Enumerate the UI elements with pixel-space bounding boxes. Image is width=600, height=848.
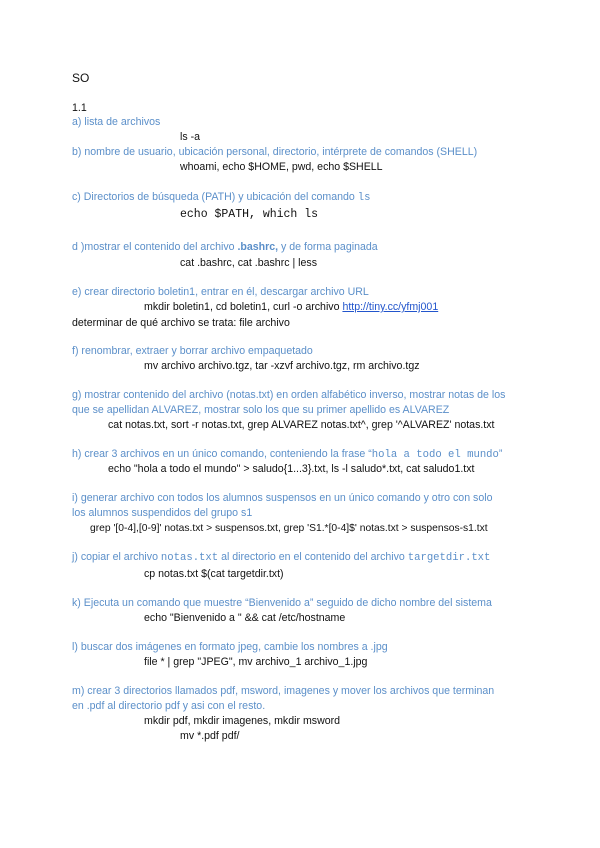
url-link[interactable]: http://tiny.cc/yfmj001: [342, 301, 439, 313]
question-i-line2: los alumnos suspendidos del grupo s1: [72, 507, 253, 519]
command-d: cat .bashrc, cat .bashrc | less: [180, 257, 317, 269]
command-l: file * | grep "JPEG", mv archivo_1 archivo_1.jpg: [144, 656, 368, 668]
command-m-line2: mv *.pdf pdf/: [180, 730, 240, 742]
command-h: echo "hola a todo el mundo" > saludo{1...3}.txt, ls -l saludo*.txt, cat saludo1.txt: [108, 463, 475, 475]
command-e-extra: determinar de qué archivo se trata: file archivo: [72, 317, 290, 329]
command-e-text: mkdir boletin1, cd boletin1, curl -o archivo: [144, 301, 343, 313]
question-c: [72, 191, 371, 205]
question-h-text: h) crear 3 archivos en un único comando, conteniendo la frase “: [72, 448, 372, 460]
question-f: f) renombrar, extraer y borrar archivo empaquetado: [72, 345, 313, 357]
question-j-text: j) copiar el archivo: [72, 551, 161, 563]
question-d-filename: .bashrc,: [237, 241, 279, 253]
command-g: cat notas.txt, sort -r notas.txt, grep ALVAREZ notas.txt^, grep '^ALVAREZ' notas.txt: [108, 419, 495, 431]
question-d-text: d )mostrar el contenido del archivo: [72, 241, 238, 253]
question-j-file1: notas.txt: [160, 552, 219, 564]
question-j-file2: targetdir.txt: [407, 552, 491, 564]
command-a: ls -a: [180, 131, 201, 143]
section-number: 1.1: [72, 102, 87, 114]
question-c-text: c) Directorios de búsqueda (PATH) y ubicación del comando: [72, 191, 358, 203]
question-j: [72, 551, 490, 565]
question-b: b) nombre de usuario, ubicación personal, directorio, intérprete de comandos (SHELL): [72, 146, 478, 158]
doc-title: SO: [72, 71, 90, 85]
command-i: grep '[0-4],[0-9]' notas.txt > suspensos.txt, grep 'S1.*[0-4]$' notas.txt > suspensos-s1.txt: [90, 523, 488, 534]
command-e: [144, 301, 438, 314]
question-k: k) Ejecuta un comando que muestre “Bienvenido a” seguido de dicho nombre del sistema: [72, 597, 492, 609]
question-i-line1: i) generar archivo con todos los alumnos suspensos en un único comando y otro con solo: [72, 492, 493, 504]
question-g-line1: g) mostrar contenido del archivo (notas.txt) en orden alfabético inverso, mostrar notas de los: [72, 389, 506, 401]
command-f: mv archivo archivo.tgz, tar -xzvf archivo.tgz, rm archivo.tgz: [144, 360, 420, 372]
command-m-line1: mkdir pdf, mkdir imagenes, mkdir msword: [144, 715, 341, 727]
question-g-line2: que se apellidan ALVAREZ, mostrar solo los que su primer apellido es ALVAREZ: [72, 404, 450, 416]
question-m-line1: m) crear 3 directorios llamados pdf, msword, imagenes y mover los archivos que terminan: [72, 685, 495, 697]
question-h-phrase: hola a todo el mundo: [371, 449, 499, 461]
command-k: echo "Bienvenido a " && cat /etc/hostname: [144, 612, 346, 624]
question-h-quote: ”: [498, 448, 503, 460]
question-j-text-mid: al directorio en el contenido del archivo: [218, 551, 408, 563]
question-m-line2: en .pdf al directorio pdf y asi con el resto.: [72, 700, 266, 712]
question-e: e) crear directorio boletin1, entrar en él, descargar archivo URL: [72, 286, 369, 298]
question-l: l) buscar dos imágenes en formato jpeg, cambie los nombres a .jpg: [72, 641, 388, 653]
question-d-text-end: y de forma paginada: [278, 241, 378, 253]
command-c: echo $PATH, which ls: [180, 208, 319, 221]
command-j: cp notas.txt $(cat targetdir.txt): [144, 568, 284, 580]
command-b: whoami, echo $HOME, pwd, echo $SHELL: [180, 161, 383, 173]
question-c-command: ls: [357, 192, 371, 204]
question-a: a) lista de archivos: [72, 116, 161, 128]
question-h: [72, 448, 502, 462]
question-d: [72, 241, 378, 254]
